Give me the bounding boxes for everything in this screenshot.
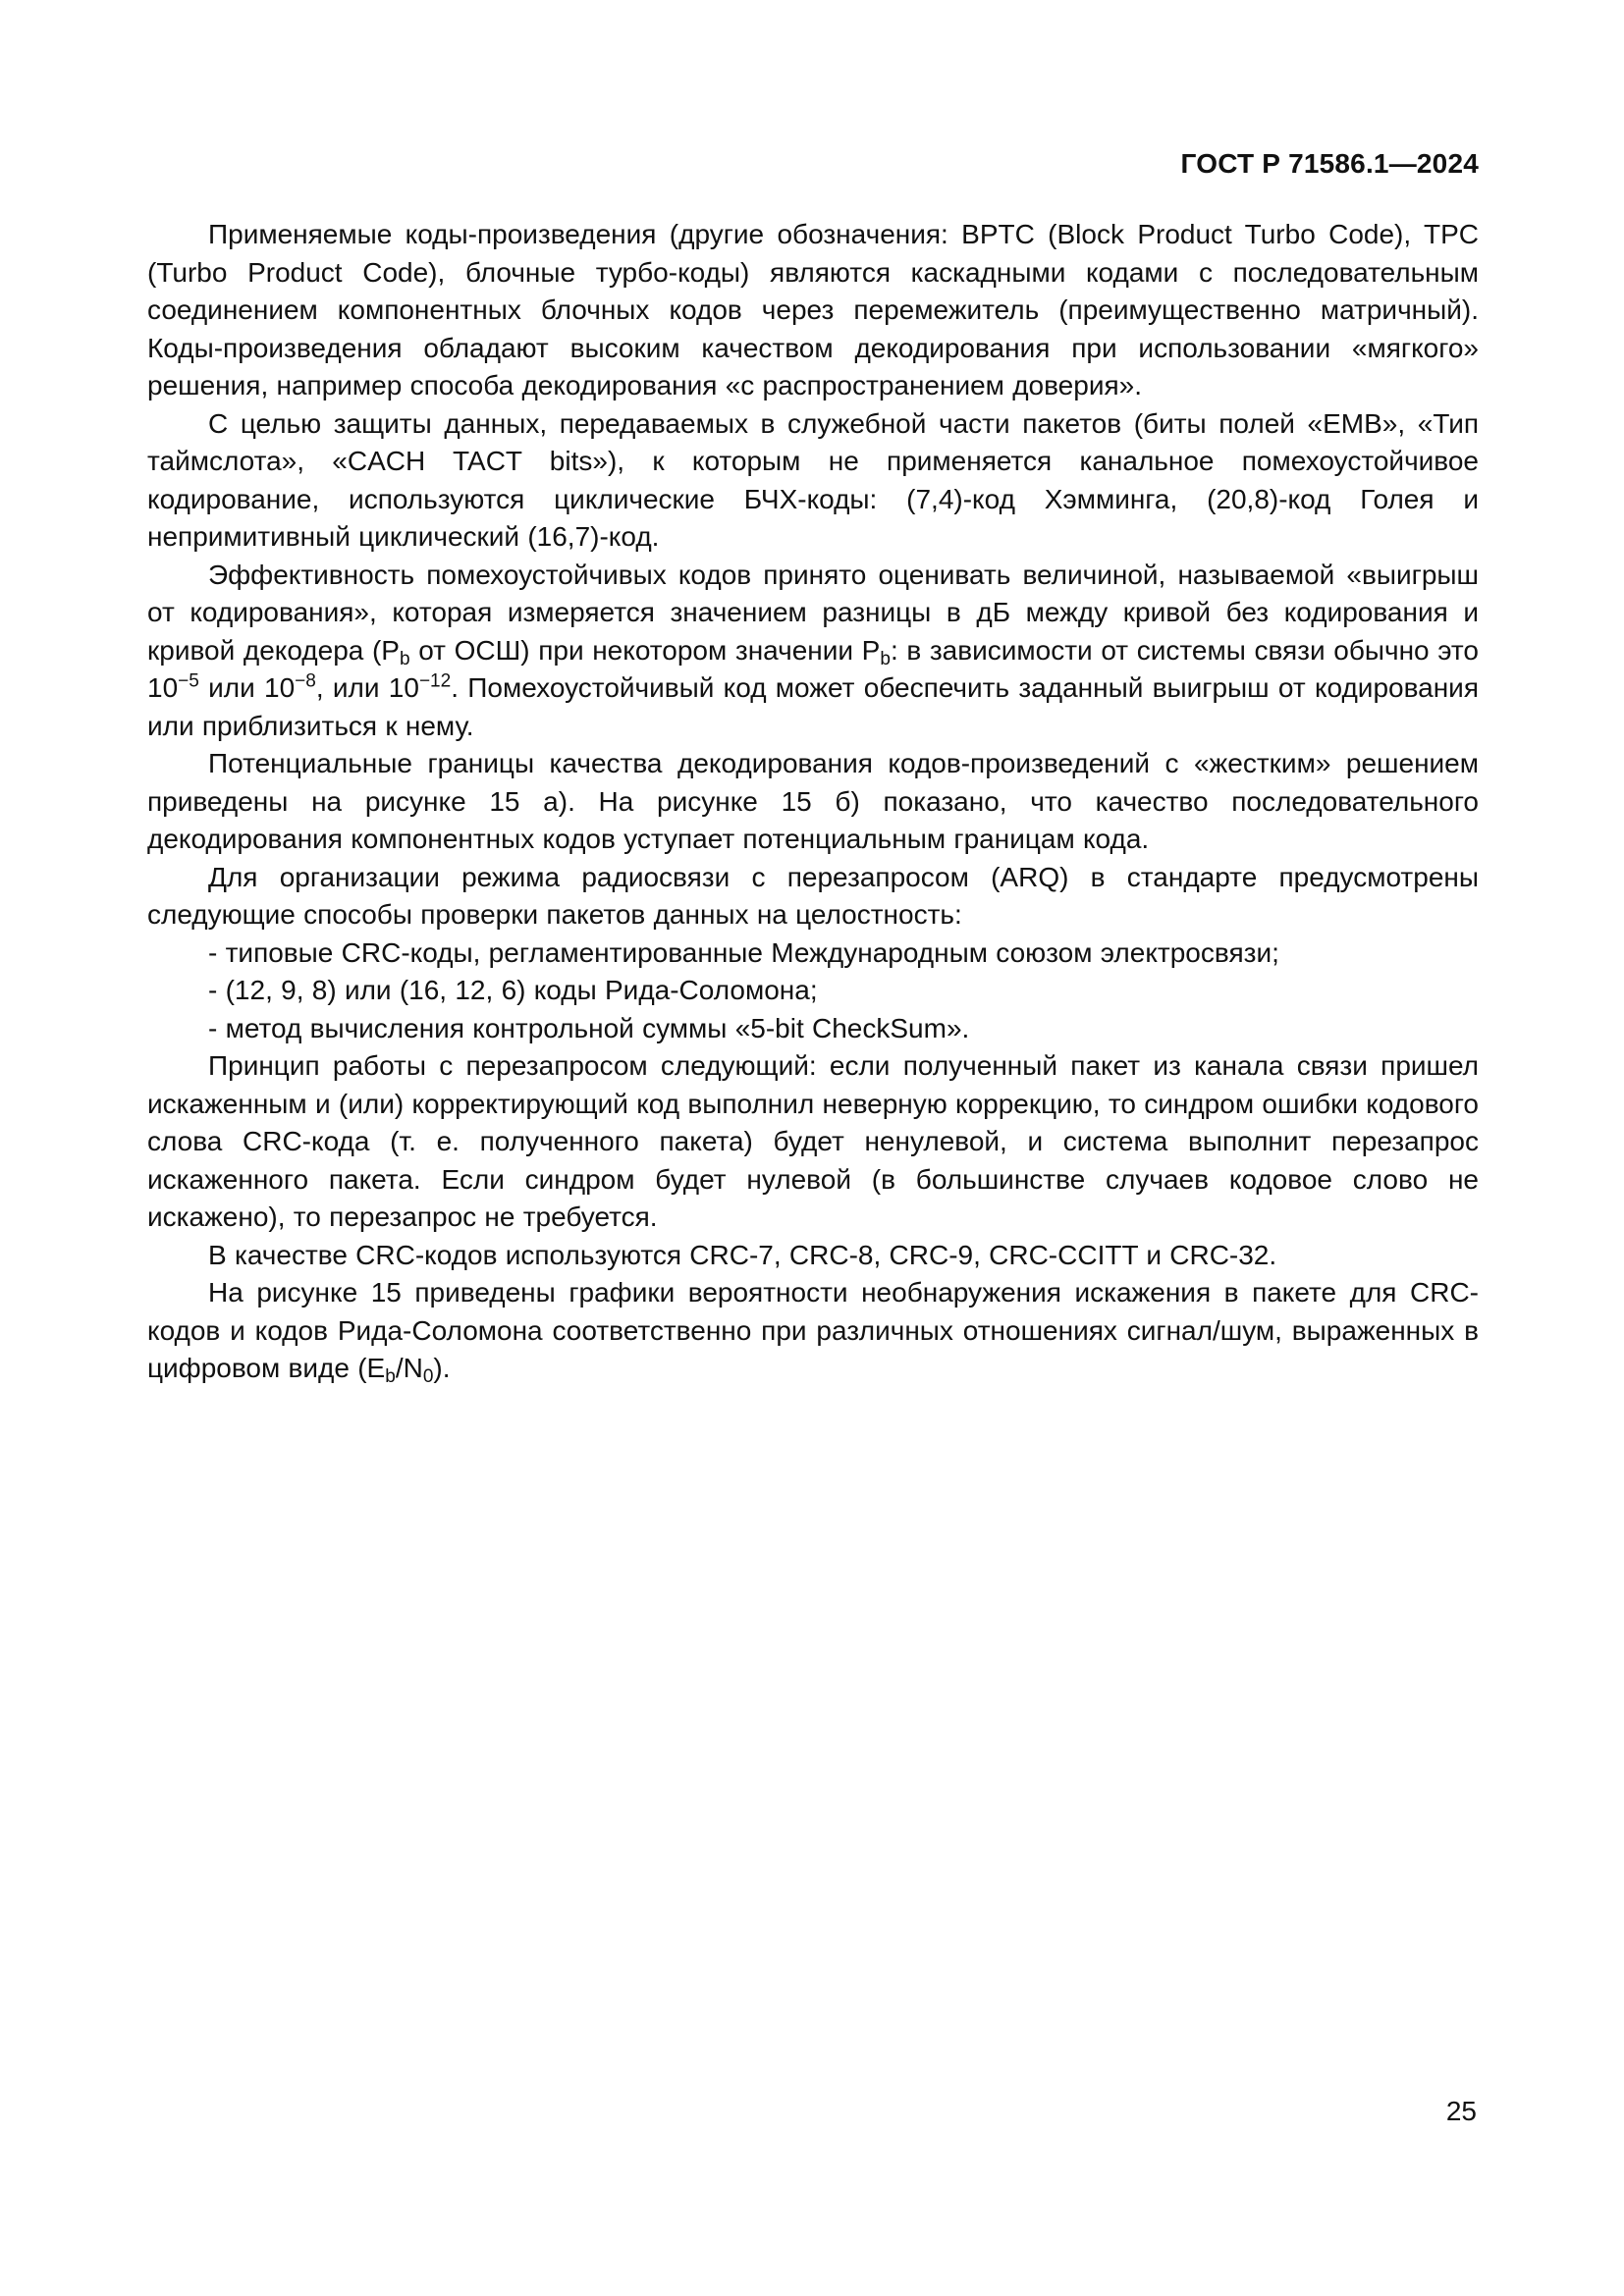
doc-number: ГОСТ Р 71586.1—2024	[1180, 148, 1479, 179]
subscript: 0	[422, 1365, 434, 1387]
superscript: −8	[295, 670, 316, 692]
paragraph: - (12, 9, 8) или (16, 12, 6) коды Рида-Соломона;	[208, 975, 818, 1005]
document-footer	[1446, 2096, 1477, 2127]
paragraph: С целью защиты данных, передаваемых в служебной части пакетов (биты полей «EMB», «Тип таймслота», «CACH TACT bits»), к которым не применяется канальное помехоустойчивое кодирование, используются циклические БЧХ-коды: (7,4)-код Хэмминга, (20,8)-код Голея и непримитивный циклический (16,7)-код.	[147, 407, 1479, 552]
paragraph: Для организации режима радиосвязи с перезапросом (ARQ) в стандарте предусмотрены следующие способы проверки пакетов данных на целостность:	[147, 861, 1479, 930]
subscript: b	[880, 648, 891, 669]
paragraph: Применяемые коды-произведения (другие обозначения: BPTC (Block Product Turbo Code), TPC (Turbo Product Code), блочные турбо-коды) являются каскадными кодами с последовательным соединением компонентных блочных кодов через перемежитель (преимущественно матричный). Коды-произведения обладают высоким качеством декодирования при использовании «мягкого» решения, например способа декодирования «с распространением доверия».	[147, 219, 1479, 400]
paragraph: - метод вычисления контрольной суммы «5-bit CheckSum».	[208, 1012, 970, 1043]
paragraph: В качестве CRC-кодов используются CRC-7, CRC-8, CRC-9, CRC-CCITT и CRC-32.	[208, 1239, 1277, 1270]
subscript: b	[399, 648, 410, 669]
superscript: −5	[178, 670, 199, 692]
document-body	[147, 216, 1479, 1388]
paragraph: На рисунке 15 приведены графики вероятности необнаружения искажения в пакете для CRC-кодов и кодов Рида-Соломона соответственно при различных отношениях сигнал/шум, выраженных в цифровом виде $(E_b/N_0)$.	[147, 1277, 1479, 1387]
page-number: 25	[1445, 2096, 1477, 2126]
subscript: b	[385, 1365, 396, 1387]
paragraph: - типовые CRC-коды, регламентированные Международным союзом электросвязи;	[208, 936, 1279, 968]
paragraph: Принцип работы с перезапросом следующий: если полученный пакет из канала связи пришел искаженным и (или) корректирующий код выполнил неверную коррекцию, то синдром ошибки кодового слова CRC-кода (т. е. полученного пакета) будет ненулевой, и система выполнит перезапрос искаженного пакета. Если синдром будет нулевой (в большинстве случаев кодовое слово не искажено), то перезапрос не требуется.	[147, 1050, 1479, 1232]
document-header	[147, 147, 1479, 181]
paragraph: Потенциальные границы качества декодирования кодов-произведений с «жестким» решением приведены на рисунке 15 а). На рисунке 15 б) показано, что качество последовательного декодирования компонентных кодов уступает потенциальным границам кода.	[147, 748, 1479, 854]
paragraph: Эффективность помехоустойчивых кодов принято оценивать величиной, называемой «выигрыш от кодирования», которая измеряется значением разницы в дБ между кривой без кодирования и кривой декодера ($P_b$ от ОСШ) при некотором значении $P_b$: в зависимости от системы связи обычно это $10^{-5}$ или $10^{-8}$, или $10^{-12}$. Помехоустойчивый код может обеспечить заданный выигрыш от кодирования или приблизиться к нему.	[147, 559, 1480, 741]
superscript: −12	[418, 670, 452, 692]
